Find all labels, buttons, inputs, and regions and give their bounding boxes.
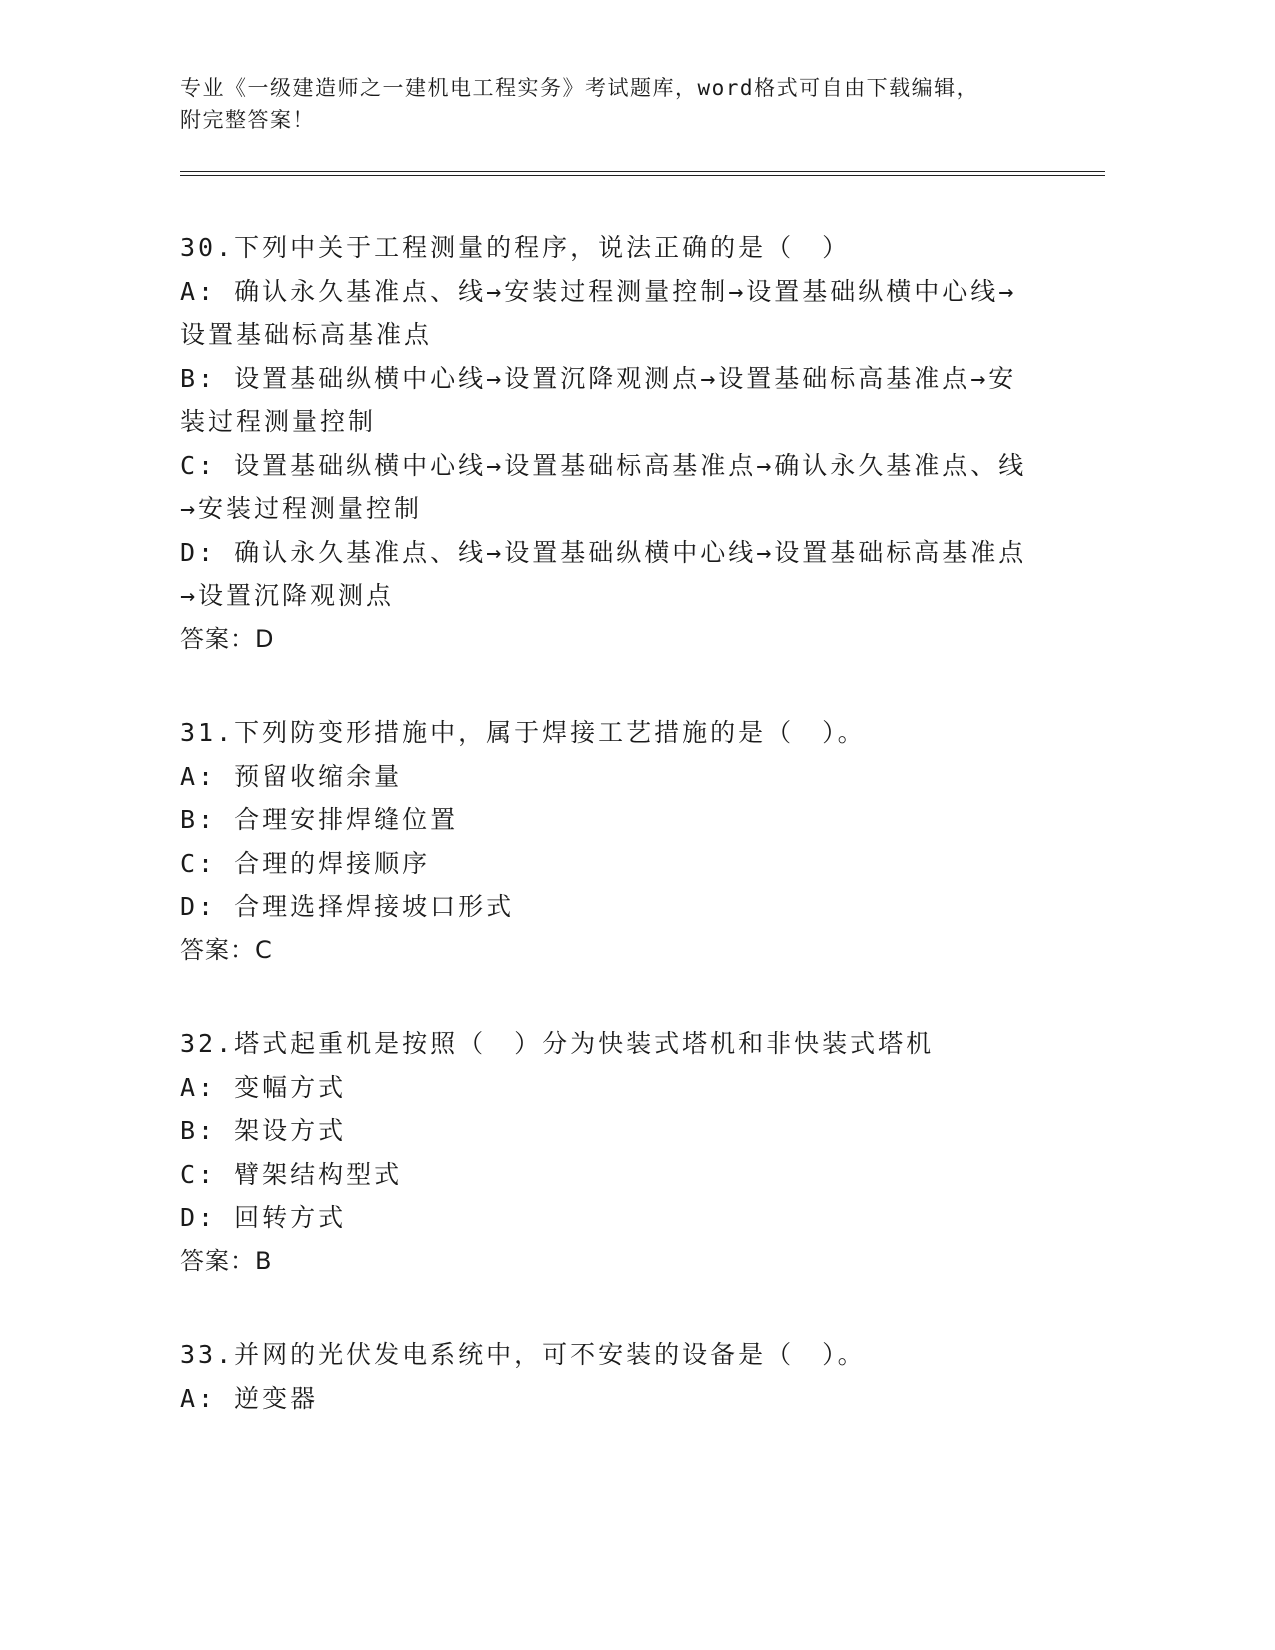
question-31: [180, 711, 1040, 972]
question-stem: 30.下列中关于工程测量的程序，说法正确的是（ ）: [180, 233, 851, 262]
option-c: C: 设置基础纵横中心线→设置基础标高基准点→确认永久基准点、线→安装过程测量控制: [180, 450, 1027, 523]
answer-line: 答案：D: [180, 624, 275, 653]
question-stem: 33.并网的光伏发电系统中，可不安装的设备是（ ）。: [180, 1340, 866, 1369]
header-divider-bottom: [180, 175, 1105, 176]
option-d: D: 回转方式: [180, 1203, 347, 1232]
document-header: [180, 72, 1060, 136]
option-a: A: 逆变器: [180, 1383, 319, 1413]
option-a: A: 变幅方式: [180, 1072, 347, 1102]
option-d: D: 合理选择焊接坡口形式: [180, 892, 515, 921]
option-d: D: 确认永久基准点、线→设置基础纵横中心线→设置基础标高基准点→设置沉降观测点: [180, 537, 1027, 610]
question-list: [180, 226, 1040, 1470]
header-line-2: 附完整答案！: [180, 108, 315, 132]
option-a: A: 确认永久基准点、线→安装过程测量控制→设置基础纵横中心线→设置基础标高基准点: [180, 276, 1017, 349]
question-33: [180, 1333, 1040, 1420]
option-b: B: 架设方式: [180, 1116, 347, 1145]
question-32: [180, 1022, 1040, 1283]
header-divider-top: [180, 171, 1105, 172]
header-line-1: 专业《一级建造师之一建机电工程实务》考试题库，word格式可自由下载编辑，: [180, 76, 980, 100]
answer-line: 答案：C: [180, 935, 273, 964]
option-a: A: 预留收缩余量: [180, 761, 403, 791]
option-c: C: 臂架结构型式: [180, 1159, 403, 1189]
question-stem: 31.下列防变形措施中，属于焊接工艺措施的是（ ）。: [180, 718, 866, 747]
question-30: [180, 226, 1040, 661]
option-b: B: 设置基础纵横中心线→设置沉降观测点→设置基础标高基准点→安装过程测量控制: [180, 363, 1017, 436]
answer-line: 答案：B: [180, 1246, 273, 1275]
question-stem: 32.塔式起重机是按照（ ）分为快装式塔机和非快装式塔机: [180, 1029, 935, 1058]
option-c: C: 合理的焊接顺序: [180, 848, 431, 878]
option-b: B: 合理安排焊缝位置: [180, 805, 459, 834]
